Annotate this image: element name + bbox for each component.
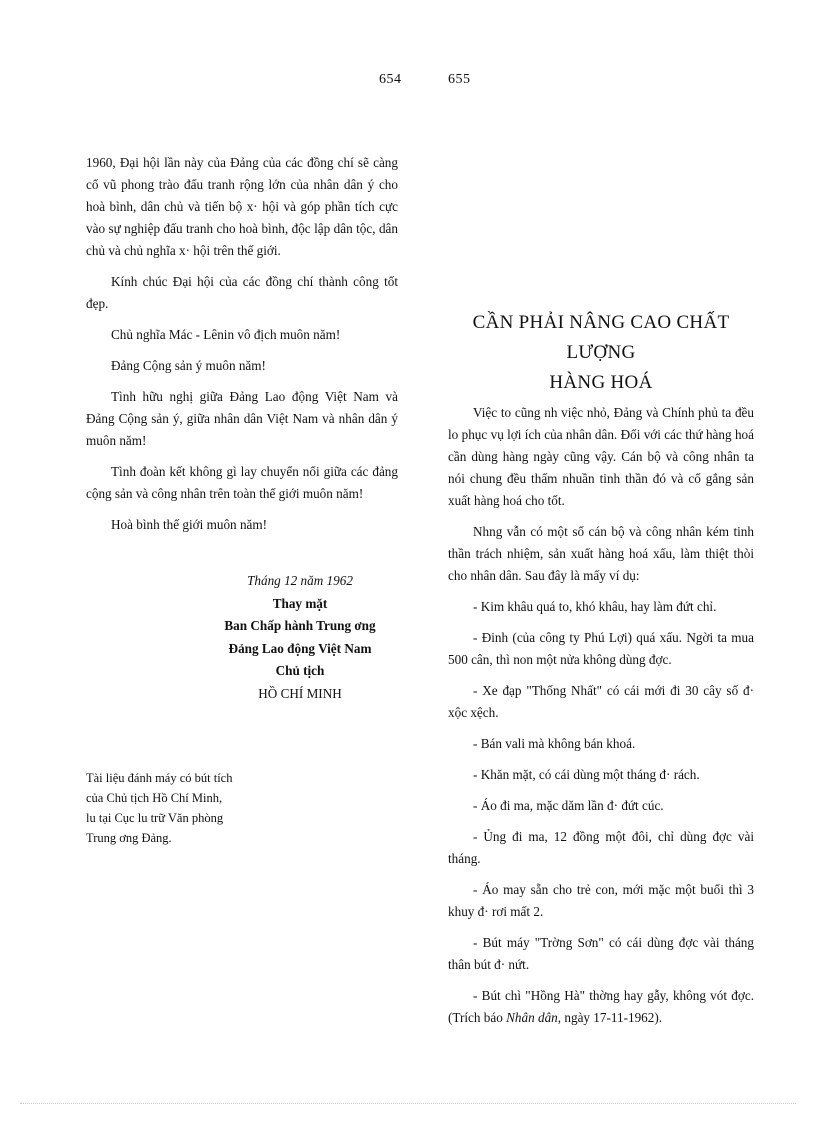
left-column bbox=[86, 152, 398, 545]
list-item: - Đinh (của công ty Phú Lợi) quá xấu. Ngời ta mua 500 cân, thì non một nửa không dùng đợc. bbox=[448, 630, 754, 667]
section-title-line: CẦN PHẢI NÂNG CAO CHẤT LƯỢNG bbox=[472, 312, 730, 363]
signature-line: Đảng Lao động Việt Nam bbox=[228, 640, 372, 656]
paragraph: Việc to cũng nh việc nhỏ, Đảng và Chính phủ ta đều lo phục vụ lợi ích của nhân dân. Đối với các thứ hàng hoá cần dùng hàng ngày cũng vậy. Cán bộ và công nhân ta nói chung đều thấm nhuần tinh thần đó và cố gắng sản xuất hàng hoá cho tốt. bbox=[448, 405, 754, 508]
list-item: - Kim khâu quá to, khó khâu, hay làm đứt chỉ. bbox=[473, 599, 717, 614]
list-item: - Khăn mặt, có cái dùng một tháng đ· rách. bbox=[473, 767, 700, 782]
paragraph: Hoà bình thế giới muôn năm! bbox=[111, 517, 268, 532]
right-column bbox=[448, 402, 754, 1038]
section-title-line: HÀNG HOÁ bbox=[549, 372, 653, 393]
source-date: , ngày 17-11-1962). bbox=[557, 1010, 663, 1025]
list-item: - Bán vali mà không bán khoá. bbox=[473, 736, 636, 751]
source-note bbox=[86, 768, 286, 848]
list-item bbox=[448, 985, 754, 1029]
list-item: - Bút máy "Trờng Sơn" có cái dùng đợc vài tháng thân bút đ· nứt. bbox=[448, 935, 754, 972]
paragraph: Tình hữu nghị giữa Đảng Lao động Việt Nam và Đảng Cộng sản ý, giữa nhân dân Việt Nam và nhân dân ý muôn năm! bbox=[86, 389, 398, 448]
source-note-line: Trung ơng Đảng. bbox=[86, 831, 172, 845]
paragraph: Nhng vẫn có một số cán bộ và công nhân kém tinh thần trách nhiệm, sản xuất hàng hoá xấu, làm thiệt thòi cho nhân dân. Sau đây là mấy ví dụ: bbox=[448, 524, 754, 583]
signature-line: Ban Chấp hành Trung ơng bbox=[224, 618, 376, 634]
source-note-line: lu tại Cục lu trữ Văn phòng bbox=[86, 811, 224, 825]
paragraph: 1960, Đại hội lần này của Đảng của các đồng chí sẽ càng cổ vũ phong trào đấu tranh rộng lớn của nhân dân ý cho hoà bình, dân chủ và tiến bộ x· hội và góp phần tích cực vào sự nghiệp đấu tranh cho hoà bình, độc lập dân tộc, dân chủ và chủ nghĩa x· hội trên thế giới. bbox=[86, 155, 398, 258]
list-item: - Xe đạp "Thống Nhất" có cái mới đi 30 cây số đ· xộc xệch. bbox=[448, 683, 754, 720]
newspaper-title: Nhân dân bbox=[506, 1010, 558, 1025]
signature-name: HỒ CHÍ MINH bbox=[258, 685, 342, 701]
bottom-divider bbox=[20, 1103, 796, 1104]
paragraph: Chủ nghĩa Mác - Lênin vô địch muôn năm! bbox=[111, 327, 341, 342]
signature-line: Thay mặt bbox=[272, 595, 328, 611]
list-item: - Áo may sẵn cho trẻ con, mới mặc một buổi thì 3 khuy đ· rơi mất 2. bbox=[448, 882, 754, 919]
page-number-left: 654 bbox=[379, 72, 402, 87]
list-item-text: - Bút chì "Hồng Hà" thờng hay gẫy, không vót đợc. (Trích báo bbox=[448, 988, 754, 1025]
list-item: - Ủng đi ma, 12 đồng một đôi, chỉ dùng đợc vài tháng. bbox=[448, 829, 754, 866]
source-note-line: Tài liệu đánh máy có bút tích bbox=[86, 771, 233, 785]
signature-date: Tháng 12 năm 1962 bbox=[247, 573, 353, 588]
section-title bbox=[448, 308, 754, 398]
paragraph: Kính chúc Đại hội của các đồng chí thành công tốt đẹp. bbox=[86, 274, 398, 311]
signature-block bbox=[200, 570, 400, 706]
paragraph: Đảng Cộng sản ý muôn năm! bbox=[111, 358, 266, 373]
paragraph: Tình đoàn kết không gì lay chuyển nổi giữa các đảng cộng sản và công nhân trên toàn thế giới muôn năm! bbox=[86, 464, 398, 501]
page-number-right: 655 bbox=[448, 72, 471, 87]
source-note-line: của Chủ tịch Hồ Chí Minh, bbox=[86, 791, 223, 805]
signature-line: Chủ tịch bbox=[275, 663, 325, 679]
list-item: - Áo đi ma, mặc dăm lần đ· đứt cúc. bbox=[473, 798, 664, 813]
